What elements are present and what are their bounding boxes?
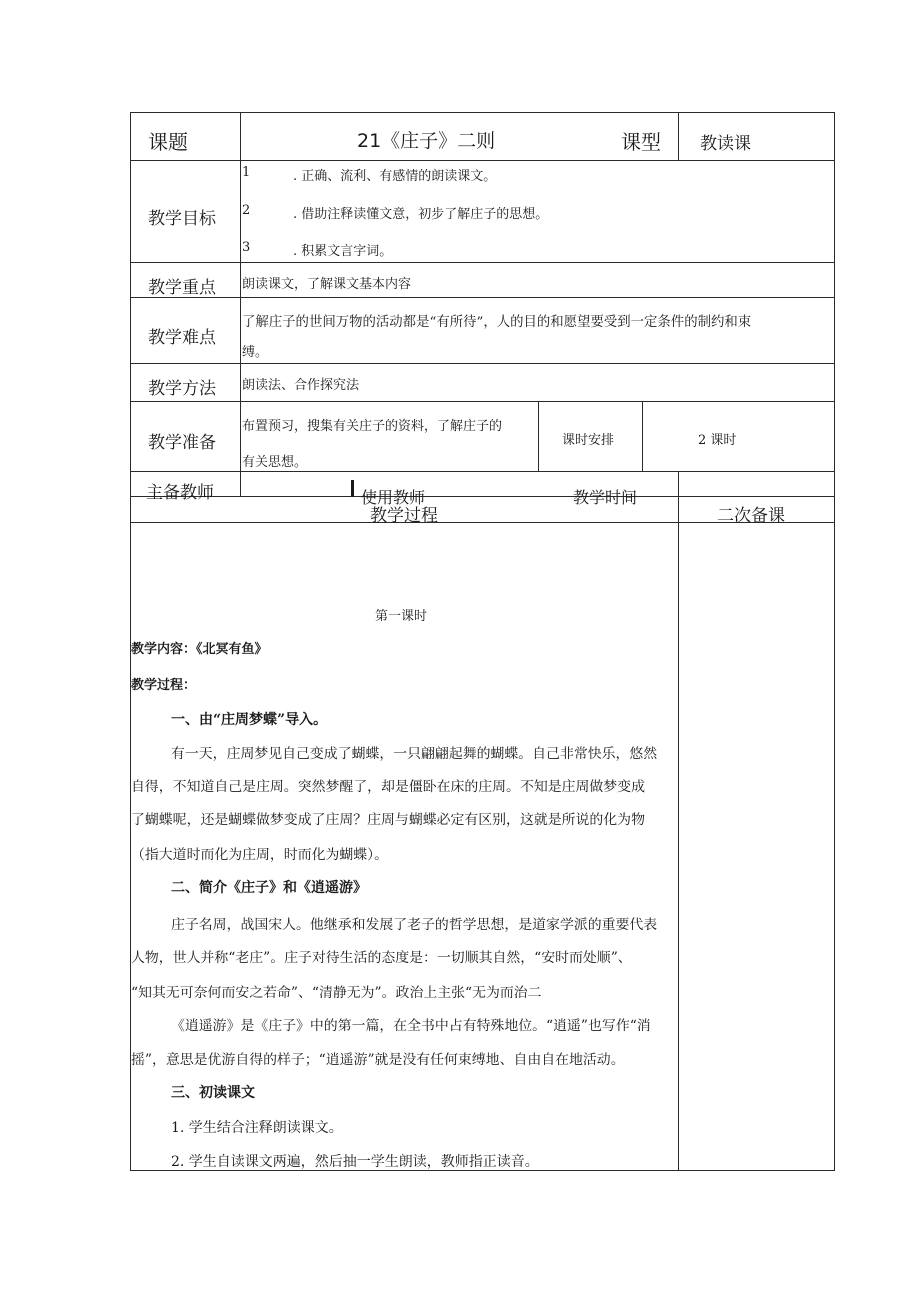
main-teacher-label: 主备教师: [146, 483, 214, 503]
section-1-para-4: （指大道时而化为庄周，时而化为蝴蝶）。: [131, 847, 388, 863]
schedule-label: 课时安排: [562, 433, 615, 448]
row-line-top: [130, 112, 835, 113]
section-2-para-2: 人物，世人并称“老庄”。庄子对待生活的态度是：一切顺其自然，“安时而处顺”、: [131, 950, 632, 966]
key-points-label: 教学重点: [148, 278, 216, 298]
section-2-para-5: 摇”，意思是优游自得的样子；“逍遥游”就是没有任何束缚地、自由自在地活动。: [131, 1052, 625, 1068]
row-line-3: [130, 297, 835, 298]
row-line-4: [130, 363, 835, 364]
col-line-right: [834, 112, 835, 1171]
section-2-para-4: 《逍遥游》是《庄子》中的第一篇，在全书中占有特殊地位。“逍遥”也写作“消: [171, 1018, 651, 1034]
methods-label: 教学方法: [148, 379, 216, 399]
type-label: 课型: [621, 130, 661, 154]
secondary-prep-header: 二次备课: [717, 506, 785, 526]
objective-text-1: . 正确、流利、有感情的朗读课文。: [293, 169, 497, 184]
objective-num-2: 2: [242, 203, 251, 218]
type-value: 教读课: [700, 134, 751, 154]
objective-num-1: 1: [242, 165, 251, 180]
difficulties-label: 教学难点: [148, 328, 216, 348]
section-1-title: 一、由“庄周梦蝶”导入。: [171, 712, 328, 728]
teach-time-label: 教学时间: [573, 488, 638, 507]
section-1-para-2: 自得，不知道自己是庄周。突然梦醒了，却是僵卧在床的庄周。不知是庄周做梦变成: [131, 779, 645, 795]
section-2-para-3: “知其无可奈何而安之若命”、“清静无为”。政治上主张“无为而治二: [131, 985, 542, 1001]
row-line-5: [130, 401, 835, 402]
section-3-item-2: 2. 学生自读课文两遍，然后抽一学生朗读，教师指正读音。: [171, 1154, 539, 1170]
topic-label: 课题: [148, 130, 188, 154]
lesson-process-label: 教学过程：: [131, 678, 197, 693]
objective-text-2: . 借助注释读懂文意，初步了解庄子的思想。: [293, 207, 549, 222]
section-1-para-3: 了蝴蝶呢，还是蝴蝶做梦变成了庄周？庄周与蝴蝶必定有区别，这就是所说的化为物: [131, 812, 645, 828]
lesson-period: 第一课时: [375, 609, 428, 624]
objectives-label: 教学目标: [148, 209, 216, 229]
section-3-title: 三、初读课文: [171, 1085, 255, 1101]
section-2-title: 二、简介《庄子》和《逍遥游》: [171, 880, 367, 896]
section-1-para-1: 有一天，庄周梦见自己变成了蝴蝶，一只翩翩起舞的蝴蝶。自己非常快乐，悠然: [171, 746, 658, 762]
schedule-value: 2 课时: [698, 433, 737, 448]
preparation-label: 教学准备: [148, 433, 216, 453]
difficulties-text-2: 缚。: [242, 345, 269, 360]
col-line-label: [240, 112, 241, 497]
preparation-text-2: 有关思想。: [242, 455, 308, 470]
user-teacher-label: 使用教师: [361, 488, 426, 507]
objective-text-3: . 积累文言字词。: [293, 244, 393, 259]
lesson-title: 21《庄子》二则: [357, 130, 496, 152]
objective-num-3: 3: [242, 240, 251, 255]
process-header: 教学过程: [370, 506, 438, 526]
key-points-text: 朗读课文，了解课文基本内容: [242, 277, 412, 292]
col-line-prep-2: [642, 401, 643, 472]
row-line-7: [130, 496, 835, 497]
methods-text: 朗读法、合作探究法: [242, 378, 360, 393]
col-line-teacher: [678, 471, 679, 1171]
row-line-2: [130, 262, 835, 263]
row-line-1: [130, 160, 835, 161]
preparation-text-1: 布置预习，搜集有关庄子的资料，了解庄子的: [242, 419, 503, 434]
difficulties-text-1: 了解庄子的世间万物的活动都是“有所待”，人的目的和愿望要受到一定条件的制约和束: [242, 315, 752, 330]
lesson-content-label: 教学内容：《北冥有鱼》: [131, 642, 268, 657]
section-3-item-1: 1. 学生结合注释朗读课文。: [171, 1120, 343, 1136]
section-2-para-1: 庄子名周，战国宋人。他继承和发展了老子的哲学思想，是道家学派的重要代表: [171, 917, 658, 933]
teachers-row: [131, 472, 834, 507]
col-line-prep-1: [538, 401, 539, 472]
col-line-type: [678, 112, 679, 161]
